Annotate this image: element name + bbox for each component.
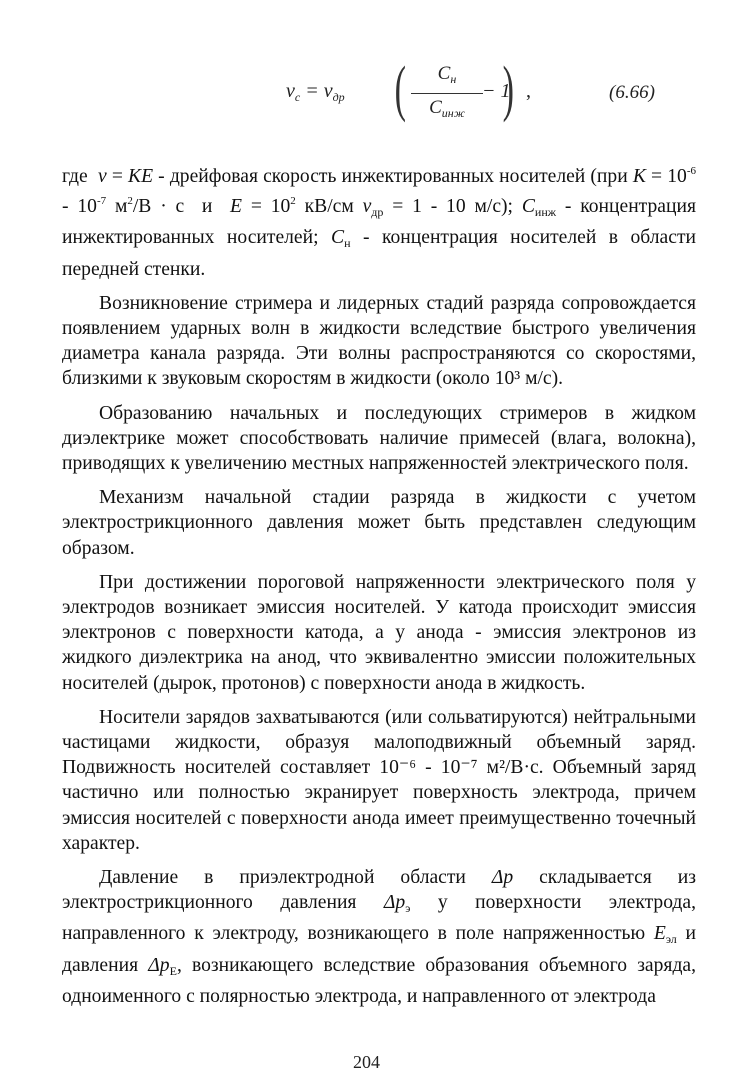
equation-number: (6.66) [609,82,655,103]
page-number: 204 [353,1052,380,1072]
concentration-fraction [411,62,483,125]
equation-comma: , [526,80,531,102]
fraction-denominator: $C_{инж}$ [429,97,465,120]
fraction-numerator: $C_н$ [437,63,457,86]
paragraph-definitions: где v = KE - дрейфовая скорость инжектированных носителей (при $K = 10^{-6} - 10^{-7}$ $м^2/В \cdot с$ и $E = 10^2$ кВ/см $v_{др} = 1 - 10$ м/с); $C_{инж}$ - концентрация инжектированных носителей; $C_н$ - концентрация носителей в области передней стенки. [62,165,696,280]
paragraph-streamer: Возникновение стримера и лидерных стадий разряда сопровождается появлением ударных волн в жидкости вследствие быстрого увеличения диаметра канала разряда. Эти волны распространяются со скоростями, близкими к звуковым скоростям в жидкости (около 10³ м/с). [62,292,696,390]
paragraph-impurities: Образованию начальных и последующих стримеров в жидком диэлектрике может способствовать наличие примесей (влага, волокна), приводящих к увеличению местных напряженностей электрического поля. [62,402,696,475]
paragraph-mechanism: Механизм начальной стадии разряда в жидкости с учетом электрострикционного давления может быть представлен следующим образом. [62,487,696,559]
equation-minus-one: − 1 [482,80,511,102]
paragraph-emission: При достижении пороговой напряженности электрического поля у электродов возникает эмиссия носителей. У катода происходит эмиссия электронов с поверхности катода, а у анода - эмиссия электронов из жидкого диэлектрика на анод, что эквивалентно эмиссии положительных носителей (дырок, протонов) с поверхности анода в жидкость. [62,571,696,694]
paragraph-carriers: Носители зарядов захватываются (или сольватируются) нейтральными частицами жидкости, образуя малоподвижный объемный заряд. Подвижность носителей составляет 10⁻⁶ - 10⁻⁷ м²/В·с. Объемный заряд частично или полностью экранирует поверхность электрода, причем эмиссия носителей с поверхности анода имеет преимущественно точечный характер. [62,706,696,854]
fraction-bar [411,93,483,94]
paragraph-pressure: Давление в приэлектродной области Δp складывается из электрострикционного давления $\Delta p_э$ у поверхности электрода, направленного к электроду, возникающего в поле напряженностью $E_{эл}$ и давления $\Delta p_E$, возникающего вследствие образования объемного заряда, одноименного с полярностью электрода, и направленного от электрода [62,867,697,1007]
equation-lhs: $v_c = v_{др}$ [286,80,345,104]
left-parenthesis: ( [394,55,407,123]
body-text [62,159,696,1018]
right-parenthesis: ) [502,55,515,123]
